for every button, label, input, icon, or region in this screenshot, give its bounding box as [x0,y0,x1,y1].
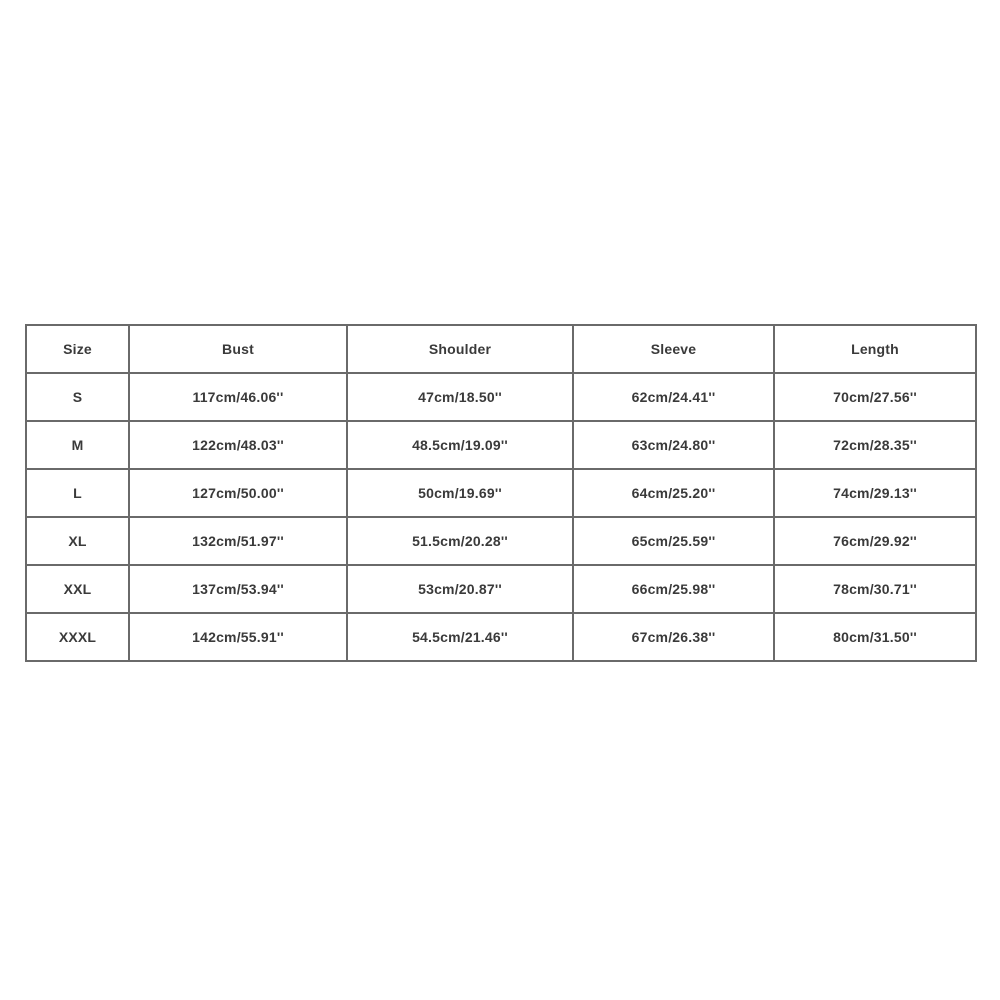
cell-sleeve: 67cm/26.38'' [573,613,774,661]
cell-shoulder: 51.5cm/20.28'' [347,517,573,565]
cell-sleeve: 64cm/25.20'' [573,469,774,517]
cell-length: 76cm/29.92'' [774,517,976,565]
table-row [26,373,976,421]
cell-sleeve: 63cm/24.80'' [573,421,774,469]
cell-length: 70cm/27.56'' [774,373,976,421]
cell-size: S [26,373,129,421]
cell-sleeve: 62cm/24.41'' [573,373,774,421]
table-row [26,469,976,517]
header-length: Length [774,325,976,373]
cell-shoulder: 53cm/20.87'' [347,565,573,613]
cell-length: 78cm/30.71'' [774,565,976,613]
cell-bust: 132cm/51.97'' [129,517,347,565]
cell-size: M [26,421,129,469]
cell-size: XL [26,517,129,565]
header-bust: Bust [129,325,347,373]
header-shoulder: Shoulder [347,325,573,373]
header-sleeve: Sleeve [573,325,774,373]
cell-bust: 137cm/53.94'' [129,565,347,613]
cell-bust: 122cm/48.03'' [129,421,347,469]
header-row [26,325,976,373]
cell-bust: 127cm/50.00'' [129,469,347,517]
cell-length: 74cm/29.13'' [774,469,976,517]
cell-shoulder: 54.5cm/21.46'' [347,613,573,661]
size-chart-table [25,324,977,662]
table-row [26,613,976,661]
table-row [26,517,976,565]
cell-size: L [26,469,129,517]
cell-sleeve: 66cm/25.98'' [573,565,774,613]
cell-shoulder: 47cm/18.50'' [347,373,573,421]
cell-length: 80cm/31.50'' [774,613,976,661]
table-row [26,421,976,469]
cell-length: 72cm/28.35'' [774,421,976,469]
cell-shoulder: 48.5cm/19.09'' [347,421,573,469]
cell-shoulder: 50cm/19.69'' [347,469,573,517]
cell-size: XXL [26,565,129,613]
cell-bust: 142cm/55.91'' [129,613,347,661]
table-row [26,565,976,613]
cell-size: XXXL [26,613,129,661]
cell-bust: 117cm/46.06'' [129,373,347,421]
cell-sleeve: 65cm/25.59'' [573,517,774,565]
header-size: Size [26,325,129,373]
